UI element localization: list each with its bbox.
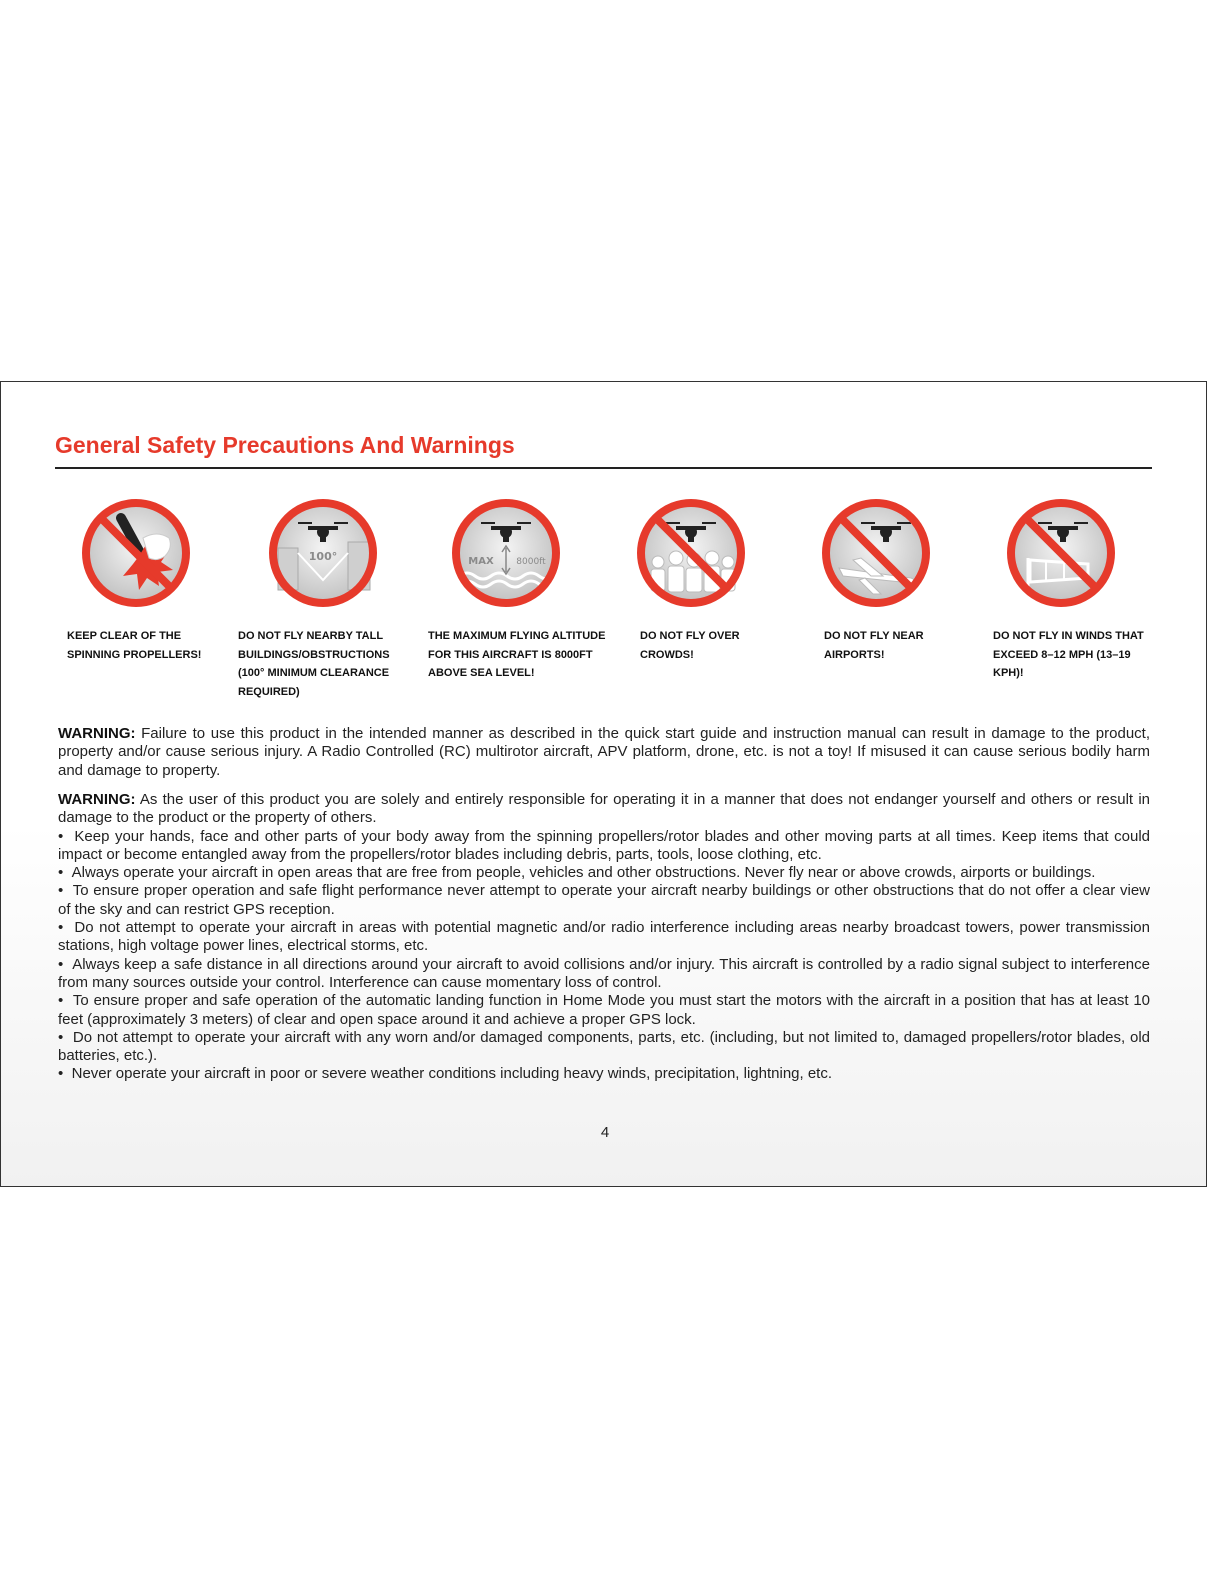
- bullet-glyph: •: [58, 919, 64, 937]
- caption-wind: DO NOT FLY IN WINDS THAT EXCEED 8–12 MPH (13–19 KPH)!: [993, 630, 1144, 679]
- caption-crowds: DO NOT FLY OVER CROWDS!: [640, 630, 740, 661]
- list-item: • Do not attempt to operate your aircraft with any worn and/or damaged components, parts, etc. (including, but not limited to, damaged propellers/rotor blades, old batteries, etc.).: [58, 1028, 1151, 1065]
- no-crowds-icon: [636, 498, 746, 608]
- list-item: • To ensure proper and safe operation of the automatic landing function in Home Mode you must start the motors with the aircraft in a position that has at least 10 feet (approximately 3 meters) of clear and open space around it and achieve a proper GPS lock.: [58, 992, 1151, 1028]
- warning-text: Failure to use this product in the intended manner as described in the quick start guide and instruction manual can result in damage to the product, property and/or cause serious injury. A Radio Controlled (RC) multirotor aircraft, APV platform, drone, etc. is not a toy! If misused it can cause serious bodily harm and damage to property.: [58, 725, 1150, 779]
- caption-altitude: THE MAXIMUM FLYING ALTITUDE FOR THIS AIRCRAFT IS 8000FT ABOVE SEA LEVEL!: [428, 630, 606, 679]
- bullet-glyph: •: [58, 1065, 64, 1083]
- svg-text:8000ft: 8000ft: [516, 557, 546, 567]
- no-airports-icon: [821, 498, 931, 608]
- list-item: • Always keep a safe distance in all directions around your aircraft to avoid collisions and/or injury. This aircraft is controlled by a radio signal subject to interference from many sources outside your control. Interference can cause momentary loss of control.: [58, 955, 1150, 991]
- caption-airports: DO NOT FLY NEAR AIRPORTS!: [824, 630, 924, 661]
- bullet-glyph: •: [58, 827, 64, 845]
- bullet-glyph: •: [58, 955, 64, 973]
- warning-paragraph-1: [58, 725, 1150, 780]
- max-altitude-icon: [451, 498, 561, 608]
- page-title: General Safety Precautions And Warnings: [55, 432, 515, 458]
- warning-section-2: [58, 791, 1150, 1084]
- list-item: • Do not attempt to operate your aircraft in areas with potential magnetic and/or radio interference including areas nearby broadcast towers, power transmission stations, high voltage power lines, electrical storms, etc.: [58, 919, 1150, 955]
- propeller-hand-icon: [81, 498, 191, 608]
- svg-text:MAX: MAX: [468, 556, 494, 567]
- caption-propellers: KEEP CLEAR OF THE SPINNING PROPELLERS!: [67, 630, 202, 661]
- list-item: • Keep your hands, face and other parts of your body away from the spinning propellers/rotor blades and other moving parts at all times. Keep items that could impact or become entangled away from the propellers/rotor blades including debris, parts, tools, loose clothing, etc.: [58, 827, 1151, 863]
- warning-text: As the user of this product you are solely and entirely responsible for operating it in a manner that does not endanger yourself and others or result in damage to the product or the property of others.: [58, 791, 1150, 827]
- title-divider: [55, 467, 1152, 469]
- list-item: • To ensure proper operation and safe flight performance never attempt to operate your aircraft nearby buildings or other obstructions that do not offer a clear view of the sky and can restrict GPS reception.: [58, 882, 1150, 918]
- bullet-glyph: •: [58, 992, 64, 1010]
- warning-paragraph-2: [58, 791, 1150, 828]
- svg-text:100°: 100°: [308, 550, 338, 563]
- list-item: • Never operate your aircraft in poor or severe weather conditions including heavy winds, precipitation, lightning, etc.: [58, 1065, 833, 1083]
- bullet-glyph: •: [58, 864, 64, 882]
- bullet-glyph: •: [58, 882, 64, 900]
- list-item: • Always operate your aircraft in open areas that are free from people, vehicles and other obstructions. Never fly near or above crowds, airports or buildings.: [58, 864, 1096, 882]
- buildings-clearance-icon: [268, 498, 378, 608]
- warning-label: WARNING:: [58, 725, 136, 742]
- page-number: 4: [600, 1124, 610, 1141]
- no-wind-icon: [1006, 498, 1116, 608]
- bullet-glyph: •: [58, 1028, 64, 1046]
- warning-label: WARNING:: [58, 791, 136, 808]
- caption-buildings: DO NOT FLY NEARBY TALL BUILDINGS/OBSTRUCTIONS (100° MINIMUM CLEARANCE REQUIRED): [238, 630, 390, 698]
